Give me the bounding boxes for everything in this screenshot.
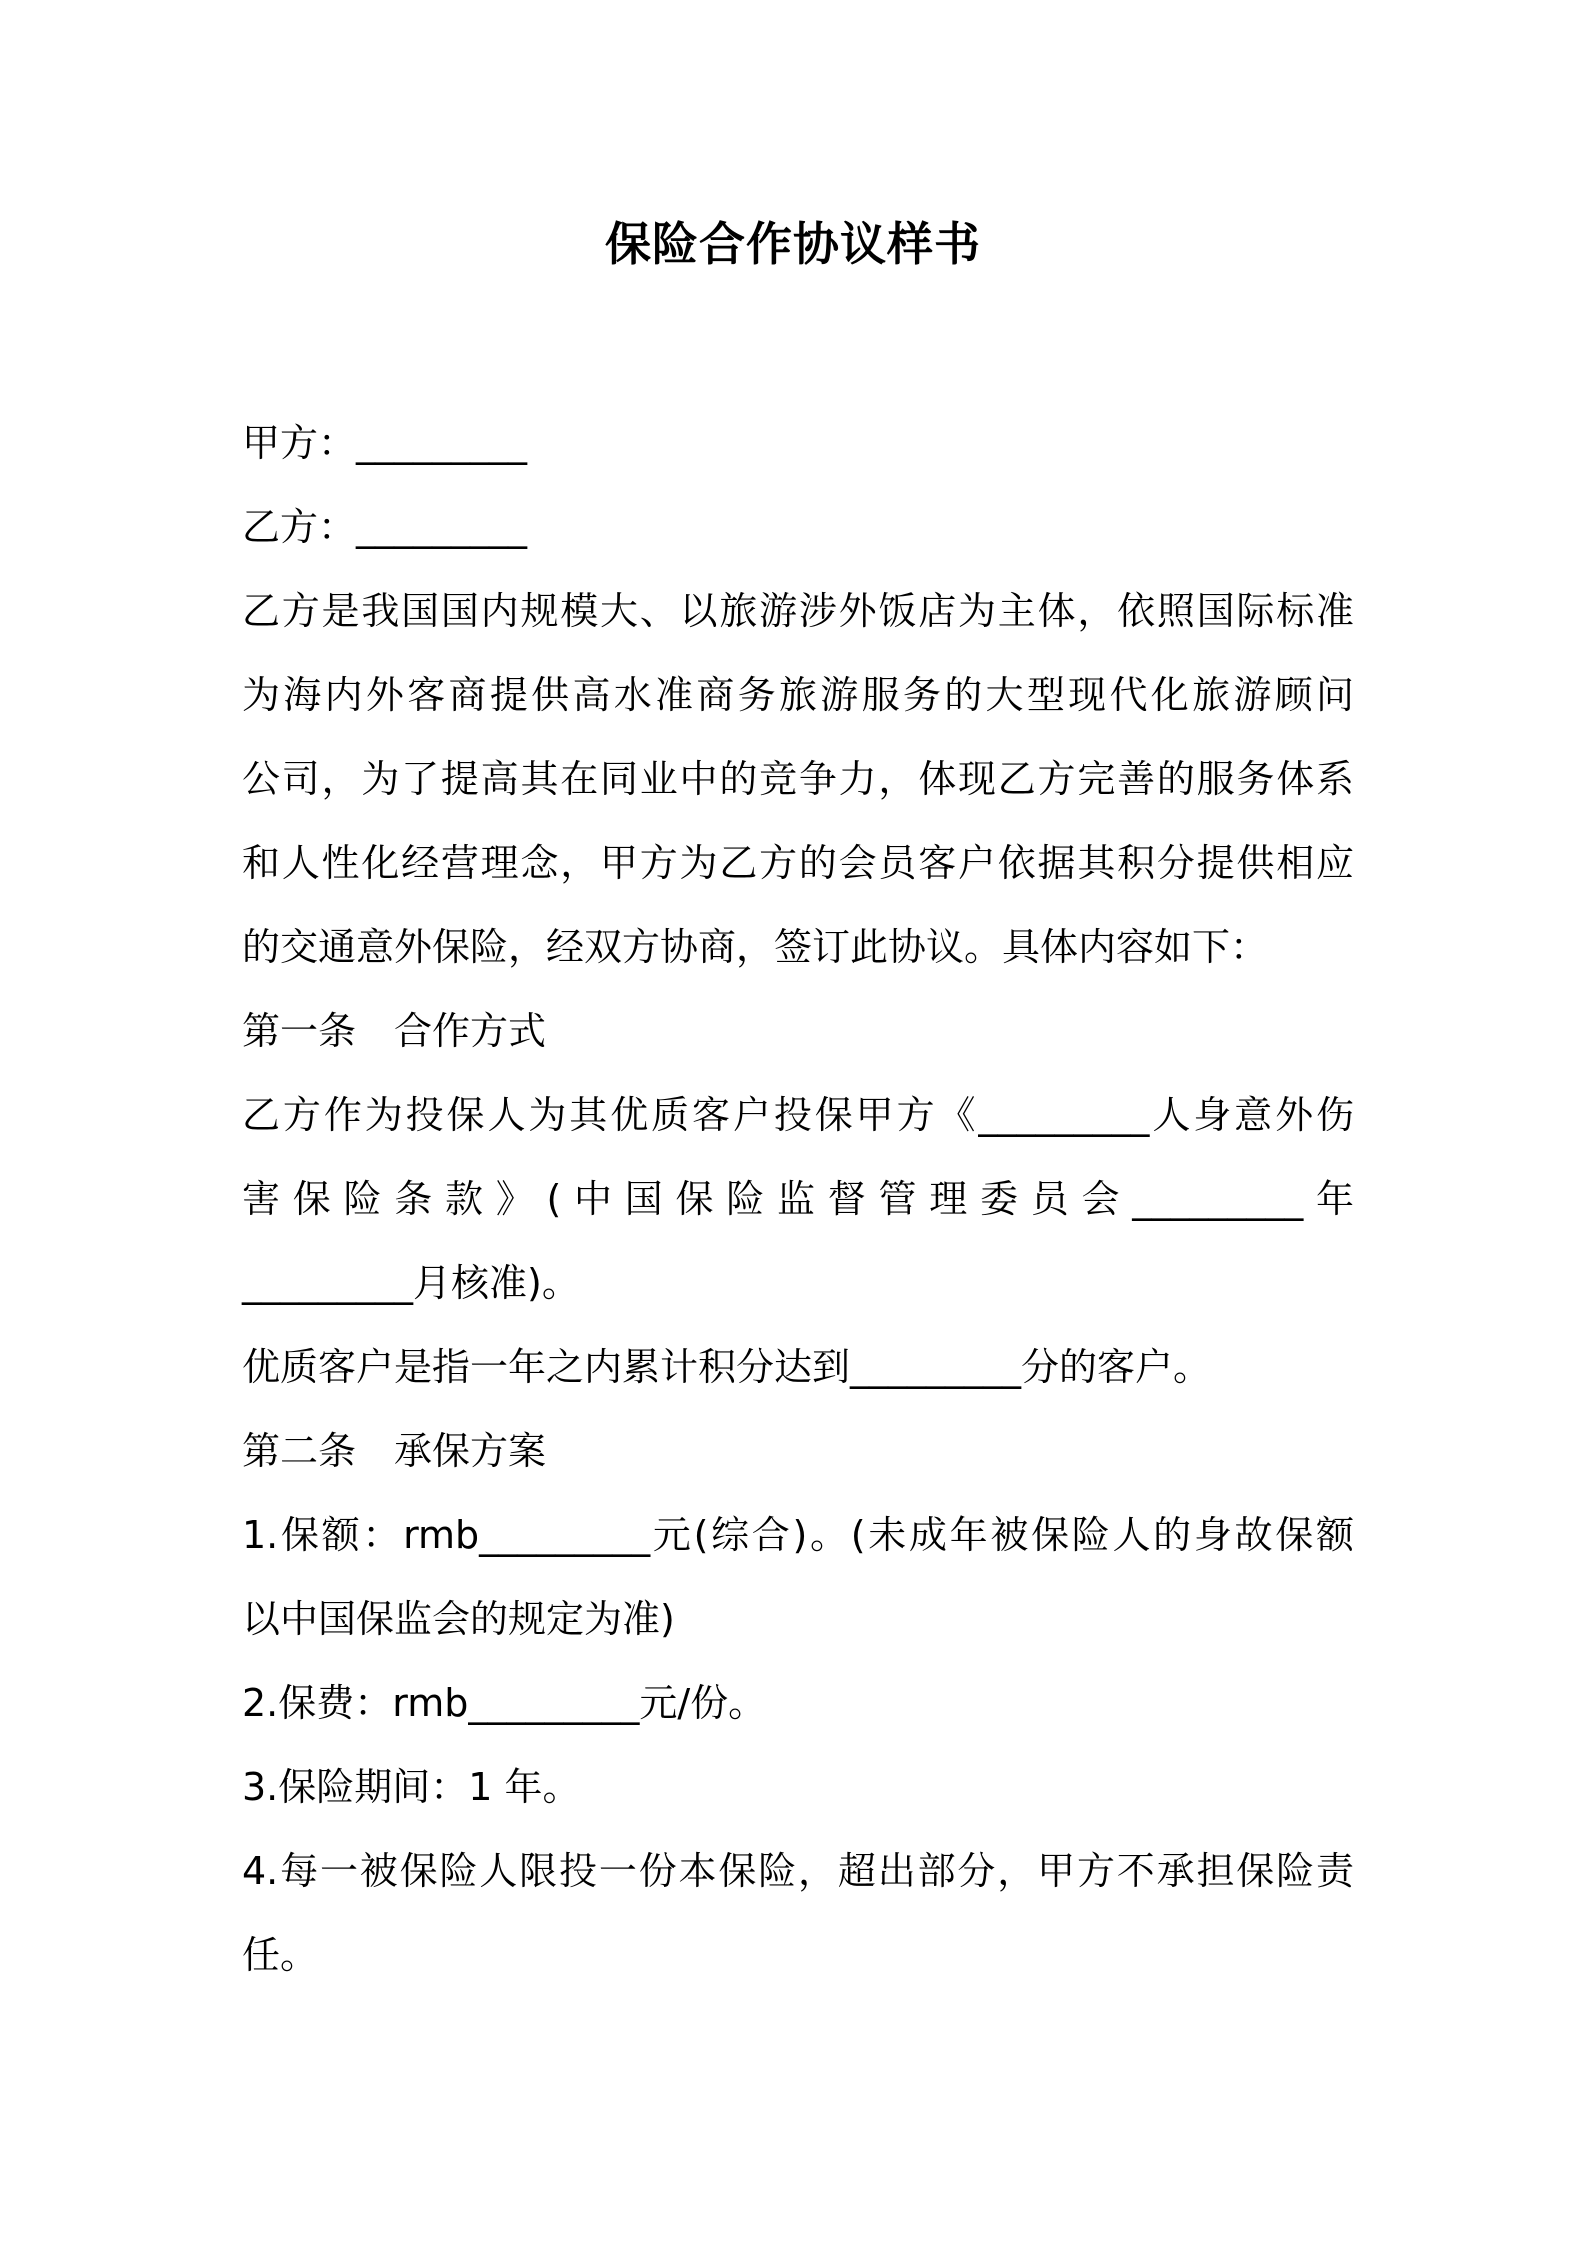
article-one-text-line: _________月核准)。 — [242, 1261, 580, 1305]
party-a-line: 甲方：_________ — [242, 421, 528, 465]
article-two-heading: 第二条 承保方案 — [242, 1429, 547, 1473]
intro-paragraph-line: 和人性化经营理念，甲方为乙方的会员客户依据其积分提供相应 — [242, 841, 1354, 885]
intro-paragraph-line: 的交通意外保险，经双方协商，签订此协议。具体内容如下： — [242, 925, 1269, 969]
article-one-text-line: 害保险条款》(中国保险监督管理委员会_________年 — [242, 1177, 1354, 1221]
party-b-line: 乙方：_________ — [242, 505, 528, 549]
intro-paragraph-line: 公司，为了提高其在同业中的竞争力，体现乙方完善的服务体系 — [242, 757, 1354, 801]
coverage-amount-line: 1.保额：rmb_________元(综合)。(未成年被保险人的身故保额 — [242, 1513, 1354, 1557]
article-one-text-line: 乙方作为投保人为其优质客户投保甲方《_________人身意外伤 — [242, 1093, 1354, 1137]
coverage-amount-line: 以中国保监会的规定为准) — [242, 1597, 675, 1641]
premium-line: 2.保费：rmb_________元/份。 — [242, 1681, 767, 1725]
intro-paragraph-line: 为海内外客商提供高水准商务旅游服务的大型现代化旅游顾问 — [242, 673, 1354, 717]
qualified-customer-line: 优质客户是指一年之内累计积分达到_________分的客户。 — [242, 1345, 1212, 1389]
insurance-period-line: 3.保险期间：1 年。 — [242, 1765, 581, 1809]
intro-paragraph-line: 乙方是我国国内规模大、以旅游涉外饭店为主体，依照国际标准 — [242, 589, 1354, 633]
coverage-limit-line: 4.每一被保险人限投一份本保险，超出部分，甲方不承担保险责 — [242, 1849, 1354, 1893]
coverage-limit-line: 任。 — [242, 1933, 319, 1977]
article-one-heading: 第一条 合作方式 — [242, 1009, 547, 1053]
document-title: 保险合作协议样书 — [605, 217, 981, 271]
document-body — [242, 401, 1354, 1997]
